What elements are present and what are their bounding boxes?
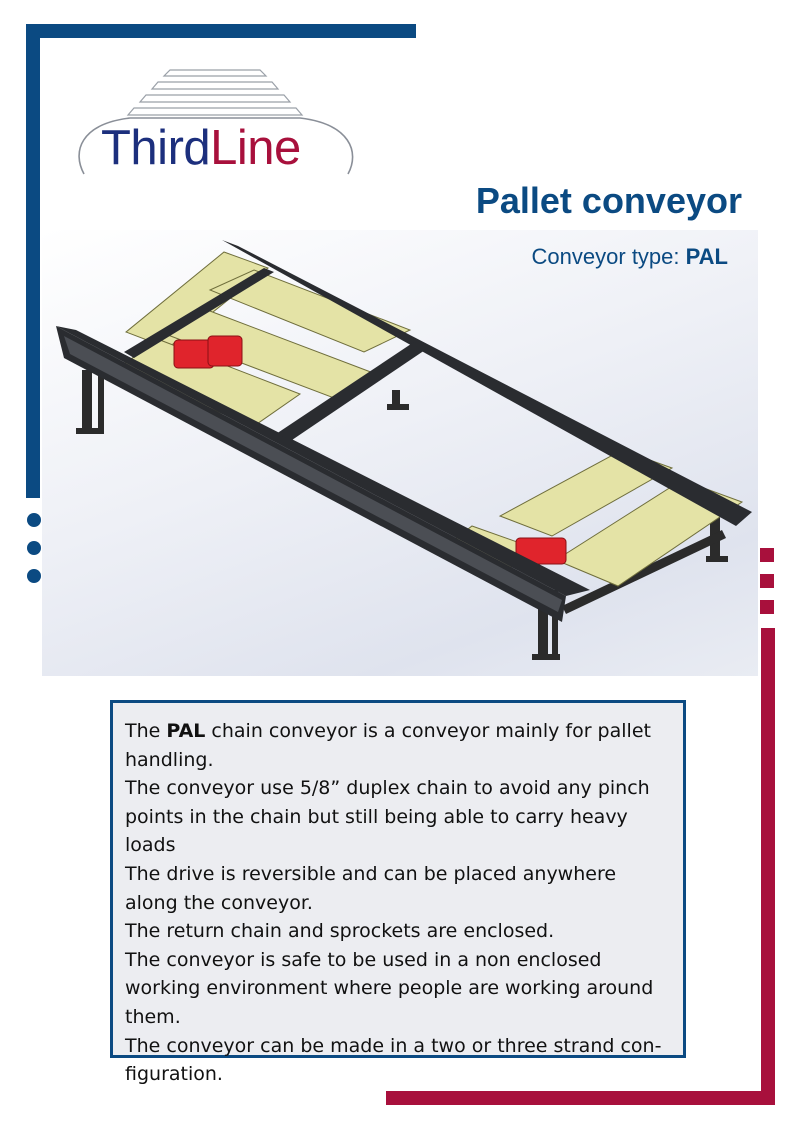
conveyor-type-value: PAL [685,244,728,269]
description-line-4: The return chain and sprockets are enclosed. [125,920,555,943]
left-accent-bar [26,24,40,498]
bottom-accent-bar [386,1091,775,1105]
pallet-conveyor-image [42,230,758,676]
description-line-5: The conveyor is safe to be used in a non enclosed working environment where people are working around them. [125,948,654,1028]
description-line-1: The PAL chain conveyor is a conveyor mainly for pallet handling. [125,720,651,771]
right-accent-bar [761,628,775,1105]
description-box [110,700,686,1086]
logo-text-line: Line [210,121,301,175]
bullet-dot-1 [27,513,41,527]
conveyor-type-label: Conveyor type: [531,244,686,269]
description-line-6: The conveyor can be made in a two or three strand con-figuration. [125,1034,662,1086]
description-bold-pal: PAL [166,720,206,742]
top-accent-bar [26,24,416,38]
red-square-3 [760,600,774,614]
description-line-2: The conveyor use 5/8” duplex chain to avoid any pinch points in the chain but still being able to carry heavy loads [125,777,650,857]
bullet-dot-2 [27,541,41,555]
logo-text [101,121,301,175]
page-title: Pallet conveyor [475,180,742,221]
logo-text-third: Third [101,121,211,175]
red-square-1 [760,548,774,562]
description-line-3: The drive is reversible and can be placed anywhere along the conveyor. [125,862,617,914]
bullet-dot-3 [27,569,41,583]
red-square-2 [760,574,774,588]
